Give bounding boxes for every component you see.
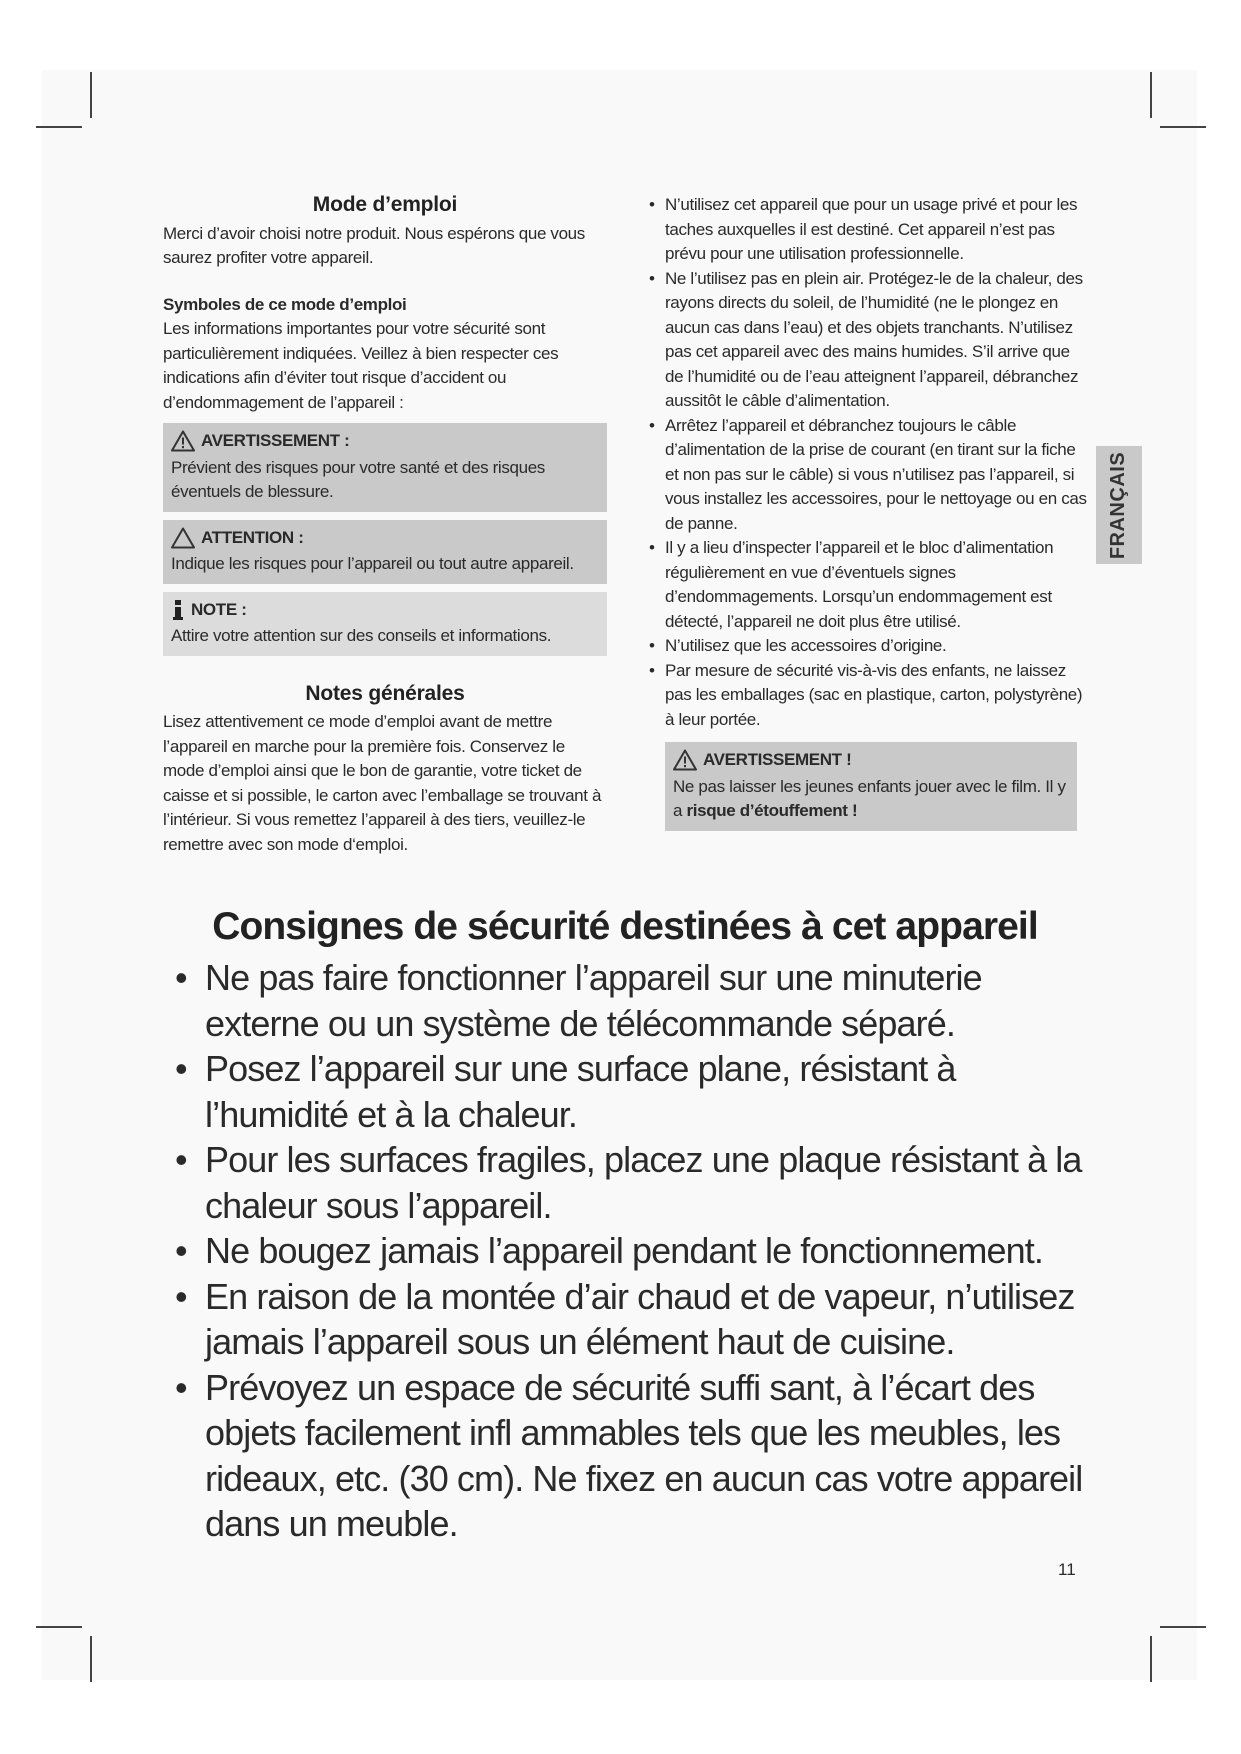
section-title-notes-generales: Notes générales	[305, 681, 465, 705]
warning-triangle-icon	[673, 749, 697, 771]
warning-text: Prévient des risques pour votre santé et des risques éventuels de blessure.	[171, 457, 545, 501]
note-box	[163, 592, 607, 656]
list-item: • En raison de la montée d’air chaud et de vapeur, n’utilisez jamais l’appareil sous un élément haut de cuisine.	[175, 1275, 1075, 1362]
note-header	[171, 598, 599, 623]
crop-mark	[36, 126, 82, 128]
attention-header	[171, 526, 599, 551]
list-item: • N’utilisez cet appareil que pour un usage privé et pour les taches auxquelles il est destiné. Cet appareil n’est pas prévu pour une utilisation professionnelle.	[649, 195, 1078, 263]
suffocation-warning-text	[673, 775, 1069, 824]
suffocation-warning-body: Ne pas laisser les jeunes enfants jouer avec le film. Il y a	[673, 776, 1066, 820]
usage-bullet-list	[637, 193, 1092, 732]
language-label: FRANÇAIS	[1107, 451, 1130, 559]
crop-mark	[1160, 1626, 1206, 1628]
list-item: • Par mesure de sécurité vis-à-vis des enfants, ne laissez pas les emballages (sac en plastique, carton, polystyrène) à leur portée.	[649, 660, 1083, 729]
safety-section	[160, 905, 1090, 1547]
crop-mark	[1150, 72, 1152, 118]
page-number: 11	[1058, 1560, 1076, 1579]
suffocation-warning-header	[673, 748, 1069, 773]
attention-label: ATTENTION :	[201, 527, 304, 547]
crop-mark	[36, 1626, 82, 1628]
warning-label: AVERTISSEMENT :	[201, 431, 350, 450]
list-item: • Pour les surfaces fragiles, placez une plaque résistant à la chaleur sous l’appareil.	[175, 1139, 1082, 1226]
safety-title: Consignes de sécurité destinées à cet appareil	[212, 905, 1038, 948]
language-side-tab	[1096, 446, 1142, 564]
list-item: • Il y a lieu d’inspecter l’appareil et le bloc d’alimentation régulièrement en vue d’éventuels signes d’endommagements. Lorsqu’un endommagement est détecté, l’appareil ne doit plus être utilisé.	[649, 538, 1054, 631]
symbols-text: Les informations importantes pour votre sécurité sont particulièrement indiquées. Veillez à bien respecter ces indications afin d’éviter tout risque d’accident ou d’endommagement de l’appareil :	[163, 319, 559, 412]
list-item: • Ne pas faire fonctionner l’appareil sur une minuterie externe ou un système de télécommande séparé.	[175, 957, 982, 1044]
list-item: • N’utilisez que les accessoires d’origine.	[649, 636, 947, 655]
suffocation-warning-label: AVERTISSEMENT !	[703, 750, 852, 769]
crop-mark	[90, 72, 92, 118]
right-column	[637, 193, 1092, 831]
warning-triangle-icon	[171, 430, 195, 452]
intro-text: Merci d’avoir choisi notre produit. Nous espérons que vous saurez profiter votre appareil.	[163, 223, 585, 267]
crop-mark	[1160, 126, 1206, 128]
symbols-heading: Symboles de ce mode d’emploi	[163, 294, 407, 314]
list-item: • Ne bougez jamais l’appareil pendant le fonctionnement.	[175, 1230, 1043, 1271]
note-text: Attire votre attention sur des conseils et informations.	[171, 626, 552, 645]
safety-bullet-list	[160, 955, 1090, 1547]
suffocation-warning-box	[665, 742, 1077, 831]
attention-box	[163, 520, 607, 584]
warning-box	[163, 423, 607, 512]
list-item: • Prévoyez un espace de sécurité suffi sant, à l’écart des objets facilement infl ammables tels que les meubles, les rideaux, etc. (30 cm). Ne fixez en aucun cas votre appareil dans un meuble.	[175, 1366, 1083, 1544]
crop-mark	[90, 1636, 92, 1682]
info-icon	[171, 599, 185, 621]
left-column	[163, 193, 607, 857]
list-item: • Posez l’appareil sur une surface plane, résistant à l’humidité et à la chaleur.	[175, 1048, 956, 1135]
attention-text: Indique les risques pour l’appareil ou tout autre appareil.	[171, 554, 574, 573]
crop-mark	[1150, 1636, 1152, 1682]
section-title-mode-emploi: Mode d’emploi	[312, 193, 458, 216]
list-item: • Arrêtez l’appareil et débranchez toujours le câble d’alimentation de la prise de courant (en tirant sur la fiche et non pas sur le câble) si vous n’utilisez pas l’appareil, si vous installez les accessoires, pour le nettoyage ou en cas de panne.	[649, 415, 1087, 533]
general-notes-text: Lisez attentivement ce mode d’emploi avant de mettre l’appareil en marche pour la première fois. Conservez le mode d’emploi ainsi que le bon de garantie, votre ticket de caisse et si possible, le carton avec l’emballage se trouvant à l’intérieur. Si vous remettez l’appareil à des tiers, veuillez-le remettre avec son mode d‘emploi.	[163, 712, 602, 854]
warning-header	[171, 429, 599, 454]
caution-triangle-icon	[171, 527, 195, 549]
suffocation-warning-emphasis: risque d’étouffement !	[686, 801, 858, 820]
note-label: NOTE :	[191, 599, 247, 619]
list-item: • Ne l’utilisez pas en plein air. Protégez-le de la chaleur, des rayons directs du soleil, de l’humidité (ne le plongez en aucun cas dans l’eau) et des objets tranchants. N’utilisez pas cet appareil avec des mains humides. S’il arrive que de l’humidité ou de l’eau atteignent l’appareil, débranchez aussitôt le câble d’alimentation.	[649, 268, 1083, 410]
